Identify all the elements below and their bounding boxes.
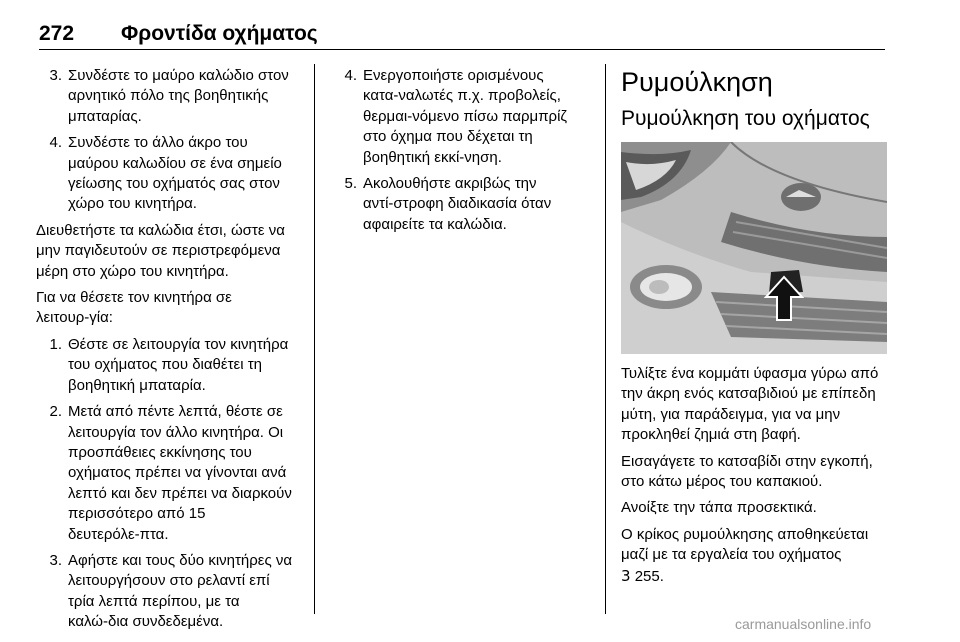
list-item <box>331 174 591 235</box>
section-subheading: Ρυμούλκηση του οχήματος <box>621 107 870 130</box>
list-text: Μετά από πέντε λεπτά, θέστε σε λειτουργία τον άλλο κινητήρα. Οι προσπάθειες εκκίνησης του οχήματος πρέπει να γίνονται ανά λεπτό και δεν πρέπει να διαρκούν περισσότερο από 15 δευτερόλε‑πτα. <box>68 403 292 543</box>
paragraph: Τυλίξτε ένα κομμάτι ύφασμα γύρω από την άκρη ενός κατσαβιδιού με επίπεδη μύτη, για παράδειγμα, για να μην προκληθεί ζημιά στη βαφή. <box>621 365 879 444</box>
list-number: 5. <box>344 175 357 193</box>
page-header <box>39 22 885 50</box>
list-text: Αφήστε και τους δύο κινητήρες να λειτουργήσουν στο ρελαντί επί τρία λεπτά περίπου, με τα καλώ‑δια συνδεδεμένα. <box>68 551 293 631</box>
page-number: 272 <box>39 22 75 45</box>
list-text: Ακολουθήστε ακριβώς την αντί‑στροφη διαδικασία όταν αφαιρείτε τα καλώδια. <box>363 175 552 233</box>
list-number: 2. <box>49 403 62 421</box>
paragraph: Για να θέσετε τον κινητήρα σε λειτουρ‑γία: <box>36 289 232 327</box>
paragraph-text: Ο κρίκος ρυμούλκησης αποθηκεύεται μαζί με τα εργαλεία του οχήματος <box>621 525 869 564</box>
towing-eye-cover-illustration <box>621 142 887 354</box>
section-heading: Ρυμούλκηση <box>621 67 773 97</box>
watermark: carmanualsonline.info <box>735 616 872 632</box>
list-number: 1. <box>49 335 62 353</box>
paragraph: Διευθετήστε τα καλώδια έτσι, ώστε να μην παγιδευτούν σε περιστρεφόμενα μέρη στο χώρο του κινητήρα. <box>36 221 285 280</box>
list-text: Συνδέστε το άλλο άκρο του μαύρου καλωδίου σε ένα σημείο γείωσης του οχήματός σας στον χώρο του κινητήρα. <box>68 134 282 213</box>
list-text: Συνδέστε το μαύρο καλώδιο στον αρνητικό πόλο της βοηθητικής μπαταρίας. <box>68 67 289 125</box>
column-3 <box>621 66 887 593</box>
paragraph: Εισαγάγετε το κατσαβίδι στην εγκοπή, στο κάτω μέρος του καπακιού. <box>621 452 873 491</box>
column-divider-1 <box>314 64 315 614</box>
list-item <box>36 66 298 127</box>
column-divider-2 <box>605 64 606 614</box>
list-item <box>36 402 298 545</box>
page-reference-arrow-icon: 3 <box>621 566 631 585</box>
list-item <box>36 335 298 396</box>
list-item <box>36 551 298 633</box>
list-number: 3. <box>49 551 62 569</box>
list-number: 4. <box>344 67 357 84</box>
column-2 <box>331 66 591 241</box>
column-1 <box>36 66 298 639</box>
page-title: Φροντίδα οχήματος <box>121 22 318 45</box>
list-text: Θέστε σε λειτουργία τον κινητήρα του οχήματος που διαθέτει τη βοηθητική μπαταρία. <box>68 335 289 394</box>
header-rule <box>39 49 885 50</box>
car-front-illustration <box>621 142 887 354</box>
paragraph <box>621 525 887 587</box>
list-number: 3. <box>49 67 62 84</box>
paragraph: Ανοίξτε την τάπα προσεκτικά. <box>621 499 817 517</box>
list-number: 4. <box>49 134 62 152</box>
list-item <box>331 66 591 168</box>
page-reference[interactable]: 255. <box>634 567 664 585</box>
list-text: Ενεργοποιήστε ορισμένους κατα‑ναλωτές π.χ. προβολείς, θερμαι‑νόμενο πίσω παρμπρίζ στο όχημα που δέχεται τη βοηθητική εκκί‑νηση. <box>363 67 568 166</box>
list-item <box>36 133 298 215</box>
